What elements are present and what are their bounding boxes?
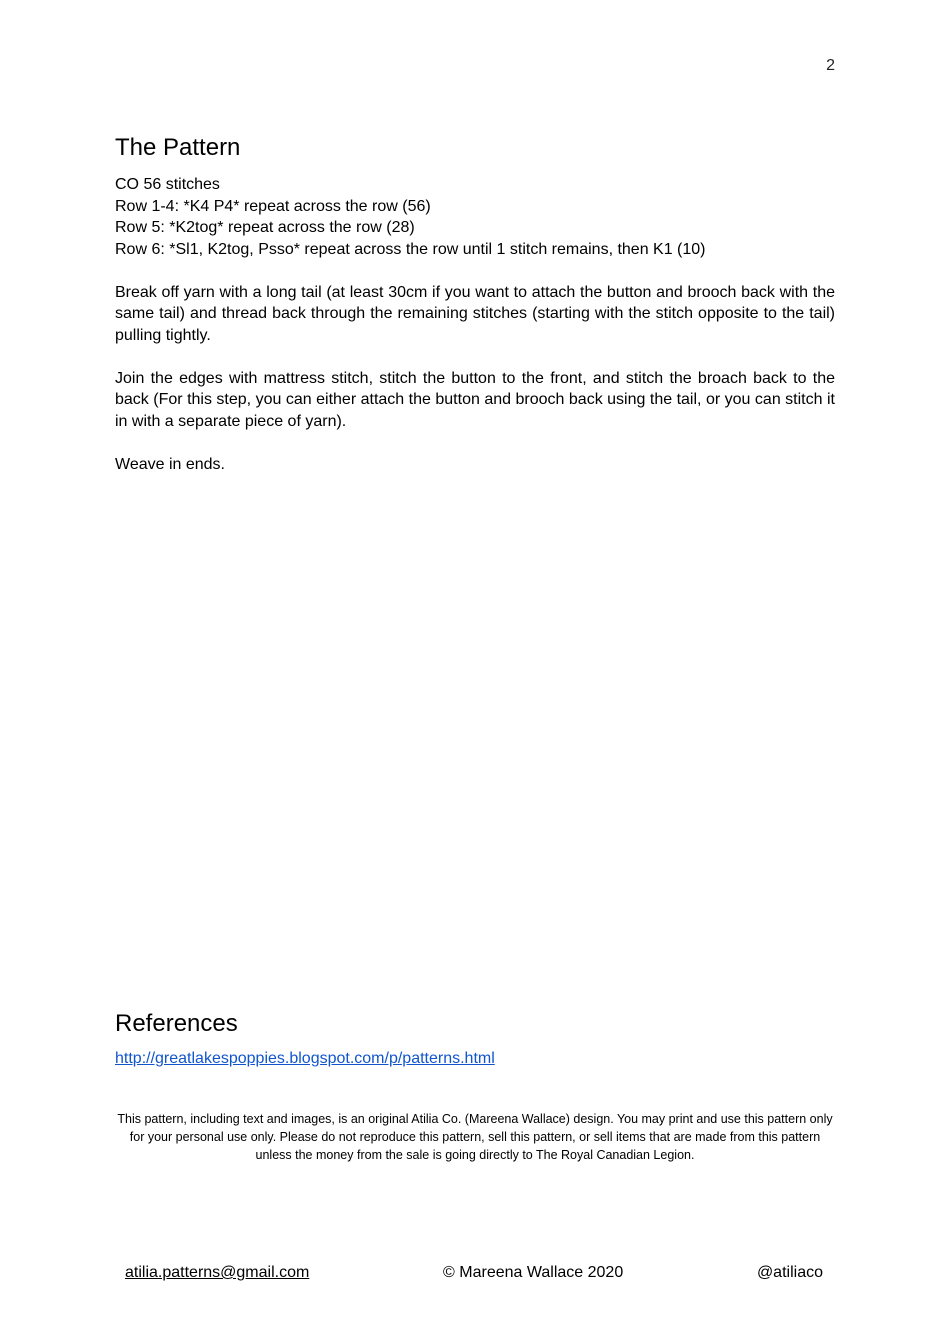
page-number: 2 <box>826 57 835 74</box>
references-heading: References <box>115 1010 238 1037</box>
pattern-paragraph-break-yarn: Break off yarn with a long tail (at least 30cm if you want to attach the button and brooch back with the same tail) and thread back through the remaining stitches (starting with the stitch opposite to the tail) pulling tightly. <box>115 283 835 344</box>
pattern-section <box>115 132 835 475</box>
pattern-paragraph-join-edges: Join the edges with mattress stitch, stitch the button to the front, and stitch the broach back to the back (For this step, you can either attach the button and brooch back using the tail, or you can stitch it in with a separate piece of yarn). <box>115 369 835 430</box>
pattern-line-row-5: Row 5: *K2tog* repeat across the row (28) <box>115 219 415 236</box>
references-section <box>115 1008 835 1068</box>
reference-link[interactable]: http://greatlakespoppies.blogspot.com/p/patterns.html <box>115 1050 495 1067</box>
footer-copyright: © Mareena Wallace 2020 <box>443 1264 624 1281</box>
footer-social-handle: @atiliaco <box>756 1264 823 1281</box>
copyright-disclaimer: This pattern, including text and images, is an original Atilia Co. (Mareena Wallace) design. You may print and use this pattern only for your personal use only. Please do not reproduce this pattern, sell this pattern, or sell items that are made from this pattern unless the money from the sale is going directly to The Royal Canadian Legion. <box>117 1112 833 1162</box>
pattern-line-row-1-4: Row 1-4: *K4 P4* repeat across the row (56) <box>115 197 431 215</box>
pattern-heading: The Pattern <box>115 134 241 161</box>
page-footer <box>125 1264 823 1282</box>
pattern-line-cast-on: CO 56 stitches <box>115 176 220 193</box>
pattern-paragraph-weave-ends: Weave in ends. <box>115 455 225 473</box>
footer-email-link[interactable]: atilia.patterns@gmail.com <box>125 1264 310 1281</box>
pattern-line-row-6: Row 6: *Sl1, K2tog, Psso* repeat across the row until 1 stitch remains, then K1 (10) <box>115 240 706 258</box>
